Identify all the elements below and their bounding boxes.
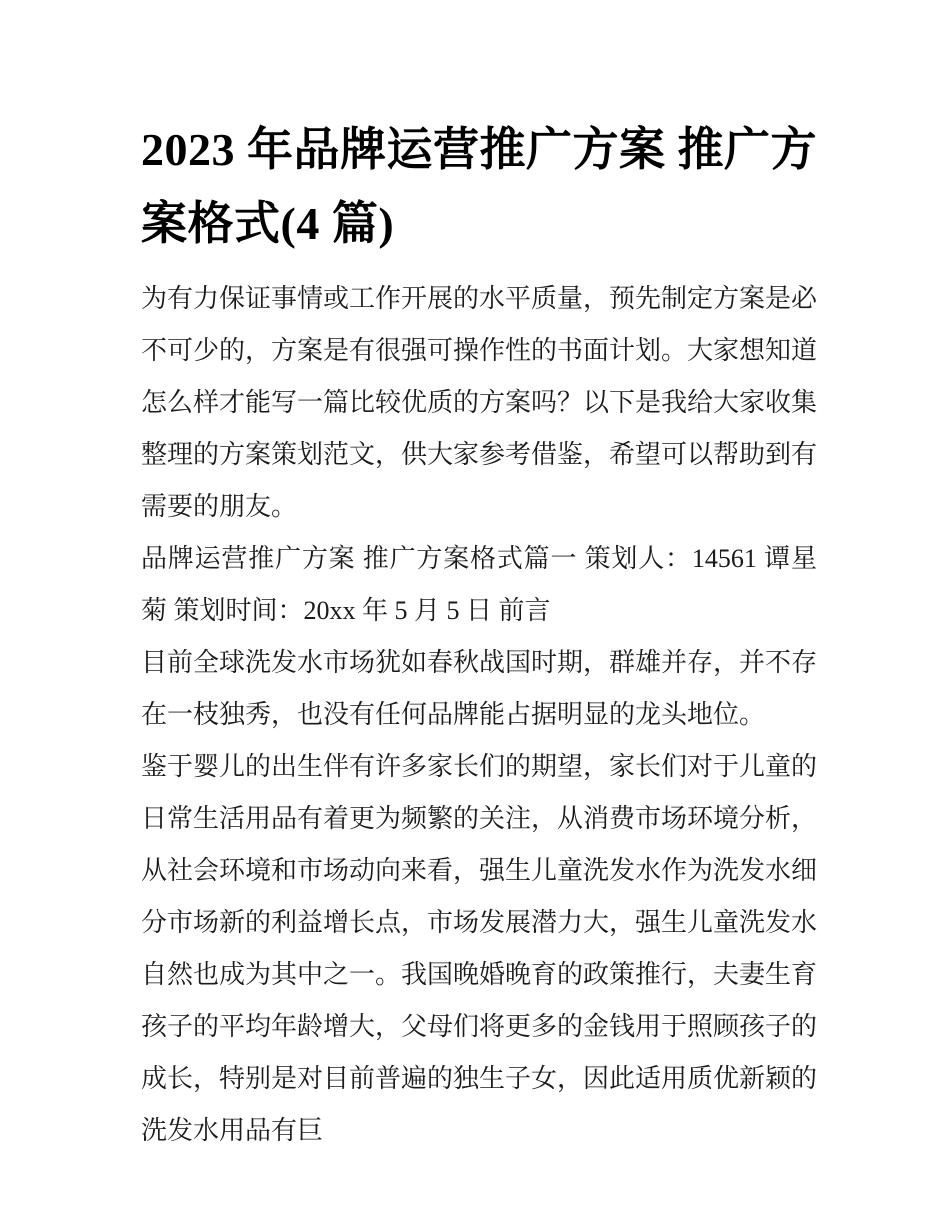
page-title: 2023 年品牌运营推广方案 推广方案格式(4 篇)	[141, 124, 817, 249]
paragraph-section-heading: 品牌运营推广方案 推广方案格式篇一 策划人：14561 谭星菊 策划时间：20xx 年 5 月 5 日 前言	[141, 544, 817, 625]
paragraph-market-analysis: 鉴于婴儿的出生伴有许多家长们的期望，家长们对于儿童的日常生活用品有着更为频繁的关注，从消费市场环境分析，从社会环境和市场动向来看，强生儿童洗发水作为洗发水细分市场新的利益增长点，市场发展潜力大，强生儿童洗发水自然也成为其中之一。我国晚婚晚育的政策推行，夫妻生育孩子的平均年龄增大，父母们将更多的金钱用于照顾孩子的成长，特别是对目前普遍的独生子女，因此适用质优新颖的洗发水用品有巨	[141, 752, 818, 1145]
paragraph-market-overview: 目前全球洗发水市场犹如春秋战国时期，群雄并存，并不存在一枝独秀，也没有任何品牌能占据明显的龙头地位。	[141, 648, 818, 729]
document-content	[141, 0, 817, 1157]
paragraph-intro: 为有力保证事情或工作开展的水平质量，预先制定方案是必不可少的，方案是有很强可操作性的书面计划。大家想知道怎么样才能写一篇比较优质的方案吗？以下是我给大家收集整理的方案策划范文，供大家参考借鉴，希望可以帮助到有需要的朋友。	[141, 284, 818, 521]
